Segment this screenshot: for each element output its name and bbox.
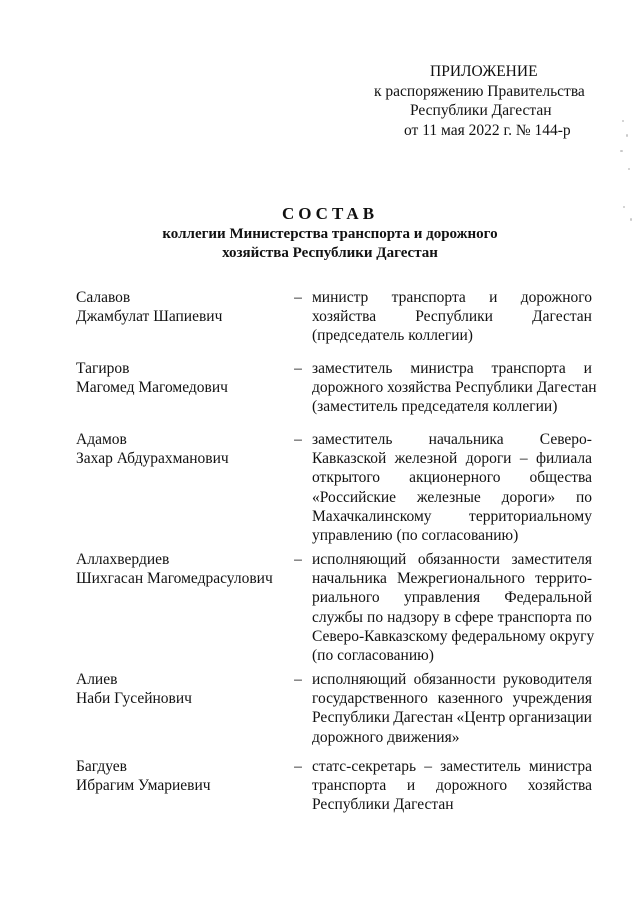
- role-word: –: [424, 758, 433, 775]
- role-line: [312, 646, 592, 665]
- role-word: по: [367, 608, 384, 626]
- role-line: [312, 689, 592, 708]
- member-surname: Адамов: [76, 431, 127, 448]
- role-word: министра: [410, 360, 474, 377]
- role-line: [312, 430, 592, 449]
- role-line: [312, 757, 592, 776]
- role-line: [312, 359, 592, 378]
- role-word: дорожного хозяйства Республики Дагестан: [312, 379, 597, 397]
- role-word: дорожного движения»: [312, 728, 460, 746]
- role-word: исполняющий: [312, 671, 407, 688]
- role-word: транспорта: [391, 289, 466, 306]
- member-given-name: Наби Гусейнович: [76, 690, 192, 708]
- role-word: транспорта: [497, 608, 572, 626]
- role-word: –: [519, 450, 528, 468]
- role-word: заместитель: [312, 431, 393, 448]
- member-role: [312, 430, 592, 545]
- role-word: организации: [508, 709, 592, 727]
- member-role: [312, 670, 592, 747]
- role-word: (заместитель председателя коллегии): [312, 398, 558, 416]
- role-word: и: [489, 289, 498, 306]
- role-word: территориальному: [469, 507, 592, 525]
- role-word: статс-секретарь: [312, 758, 417, 775]
- role-word: по: [575, 608, 592, 626]
- role-line: [312, 526, 592, 545]
- role-word: общества: [529, 469, 592, 487]
- member-name: [76, 430, 286, 468]
- appendix-region: Республики Дагестан: [410, 102, 552, 119]
- role-word: Республики: [415, 308, 493, 326]
- role-line: [312, 728, 592, 747]
- role-word: дорожного: [520, 289, 592, 306]
- member-dash: –: [294, 551, 302, 568]
- member-name: [76, 359, 286, 397]
- appendix-date: от 11 мая 2022 г. № 144-р: [404, 121, 571, 139]
- role-word: дороги: [465, 450, 512, 468]
- role-word: хозяйства: [527, 777, 592, 795]
- role-line: [312, 776, 592, 795]
- role-word: руководителя: [502, 671, 592, 688]
- role-word: управления: [403, 589, 481, 607]
- member-surname: Аллахвердиев: [76, 551, 170, 568]
- member-dash: –: [294, 289, 302, 306]
- role-line: [312, 627, 595, 646]
- role-word: заместителя: [511, 551, 592, 568]
- member-role: [312, 359, 597, 417]
- role-word: заместитель: [312, 360, 393, 377]
- role-word: риального: [312, 589, 380, 607]
- role-word: обязанности: [417, 551, 500, 568]
- role-word: дорожного: [435, 777, 508, 795]
- member-dash: –: [294, 671, 302, 688]
- role-word: террито-: [535, 570, 592, 588]
- heading-title: СОСТАВ: [281, 204, 379, 223]
- role-word: Дагестан: [393, 709, 454, 727]
- role-word: дороги»: [501, 488, 556, 506]
- role-word: министр: [312, 289, 369, 306]
- role-word: казенного: [437, 690, 503, 708]
- role-word: Махачкалинскому: [312, 507, 432, 525]
- role-line: [312, 708, 592, 727]
- role-line: [312, 288, 592, 307]
- member-name: [76, 757, 286, 795]
- role-word: государственного: [312, 690, 428, 708]
- role-word: Дагестан: [532, 308, 592, 326]
- role-line: [312, 550, 592, 569]
- role-word: (по согласованию): [312, 646, 434, 664]
- role-word: начальника: [312, 570, 387, 588]
- member-dash: –: [294, 431, 302, 448]
- role-word: учреждения: [512, 690, 592, 708]
- member-role: [312, 757, 592, 815]
- role-word: акционерного: [409, 469, 501, 487]
- member-name: [76, 550, 286, 588]
- member-given-name: Магомед Магомедович: [76, 379, 228, 397]
- role-word: транспорта: [491, 360, 566, 377]
- role-line: [312, 795, 592, 814]
- role-word: и: [406, 777, 416, 795]
- role-line: [312, 488, 592, 507]
- role-word: Республики Дагестан: [312, 796, 454, 814]
- role-line: [312, 307, 592, 326]
- appendix-reference: к распоряжению Правительства: [374, 82, 585, 100]
- member-name: [76, 670, 286, 708]
- role-word: Кавказской: [312, 450, 387, 468]
- role-word: железные: [416, 488, 481, 506]
- document-heading: [0, 203, 640, 263]
- member-surname: Тагиров: [76, 360, 130, 377]
- member-role: [312, 550, 595, 665]
- member-surname: Алиев: [76, 671, 118, 688]
- role-word: исполняющий: [312, 551, 407, 568]
- appendix-title: ПРИЛОЖЕНИЕ: [430, 63, 538, 80]
- member-surname: Салавов: [76, 289, 131, 306]
- member-dash: –: [294, 360, 302, 377]
- member-given-name: Ибрагим Умариевич: [76, 777, 211, 795]
- role-word: транспорта: [312, 777, 387, 795]
- role-word: Республики: [312, 709, 390, 727]
- member-role: [312, 288, 592, 346]
- role-word: хозяйства: [312, 308, 377, 326]
- role-word: обязанности: [413, 671, 496, 688]
- member-name: [76, 288, 286, 326]
- role-word: (председатель коллегии): [312, 327, 473, 345]
- role-line: [312, 588, 592, 607]
- role-line: [312, 507, 592, 526]
- role-word: надзору: [387, 608, 440, 626]
- member-given-name: Шихгасан Магомедрасулович: [76, 570, 273, 588]
- role-word: в: [443, 608, 451, 626]
- role-word: по: [575, 488, 592, 506]
- role-line: [312, 397, 592, 416]
- scan-artifact: [616, 110, 636, 230]
- role-word: начальника: [428, 431, 504, 448]
- role-word: заместитель: [440, 758, 521, 775]
- role-word: министра: [528, 758, 592, 775]
- role-line: [312, 670, 592, 689]
- role-word: филиала: [535, 450, 592, 468]
- role-word: сфере: [454, 608, 494, 626]
- role-word: Межрегионального: [396, 570, 526, 588]
- appendix-block: [360, 62, 600, 140]
- role-line: [312, 569, 592, 588]
- role-line: [312, 608, 592, 627]
- role-line: [312, 449, 592, 468]
- role-line: [312, 378, 597, 397]
- role-word: Северо-: [539, 431, 592, 448]
- role-word: железной: [394, 450, 458, 468]
- role-word: Федеральной: [504, 589, 592, 607]
- role-word: «Центр: [456, 709, 506, 727]
- role-word: открытого: [312, 469, 381, 487]
- role-word: «Российские: [312, 488, 397, 506]
- heading-subtitle-line2: хозяйства Республики Дагестан: [222, 245, 438, 261]
- member-given-name: Захар Абдурахманович: [76, 450, 229, 468]
- role-line: [312, 468, 592, 487]
- member-given-name: Джамбулат Шапиевич: [76, 308, 223, 326]
- role-line: [312, 326, 592, 345]
- role-word: управлению (по согласованию): [312, 526, 519, 544]
- member-surname: Багдуев: [76, 758, 127, 775]
- heading-subtitle-line1: коллегии Министерства транспорта и дорожного: [162, 226, 498, 242]
- role-word: службы: [312, 608, 363, 626]
- member-dash: –: [294, 758, 302, 775]
- role-word: Северо-Кавказскому федеральному округу: [312, 627, 595, 645]
- role-word: и: [583, 360, 592, 377]
